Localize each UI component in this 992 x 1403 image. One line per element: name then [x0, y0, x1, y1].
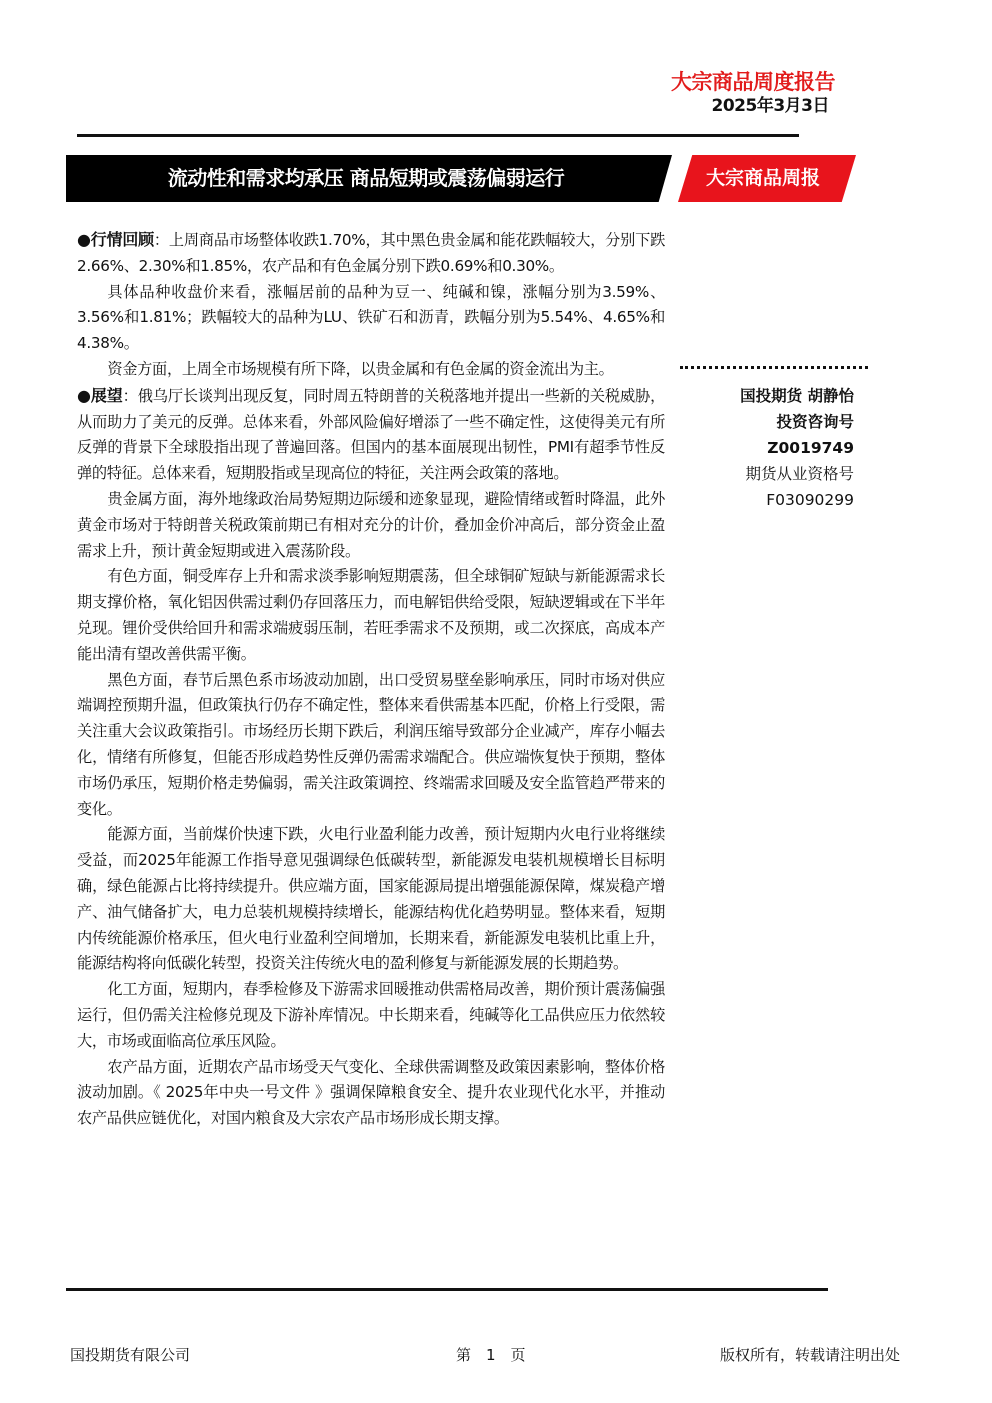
- nonferrous-paragraph: 有色方面，铜受库存上升和需求淡季影响短期震荡，但全球铜矿短缺与新能源需求长期支撑价格，氧化铝因供需过剩仍存回落压力，而电解铝供给受限，短缺逻辑或在下半年兑现。锂价受供给回升和需求端疲弱压制，若旺季需求不及预期，或二次探底，高成本产能出清有望改善供需平衡。: [77, 567, 665, 663]
- report-tag: 大宗商品周报: [705, 167, 820, 189]
- outlook-paragraph: [77, 383, 665, 487]
- review-paragraph-3: 资金方面，上周全市场规模有所下降，以贵金属和有色金属的资金流出为主。: [107, 359, 614, 378]
- review-label: ●行情回顾: [77, 230, 154, 249]
- outlook-text: ：俄乌厅长谈判出现反复，同时周五特朗普的关税落地并提出一些新的关税威胁，从而助力了美元的反弹。总体来看，外部风险偏好增添了一些不确定性，这使得美元有所反弹的背景下全球股指出现了普遍回落。但国内的基本面展现出韧性，PMI有超季节性反弹的特征。总体来看，短期股指或呈现高位的特征，关注两会政策的落地。: [77, 386, 666, 483]
- review-paragraph-2: 具体品种收盘价来看，涨幅居前的品种为豆一、纯碱和镍，涨幅分别为3.59%、3.56%和1.81%；跌幅较大的品种为LU、铁矿石和沥青，跌幅分别为5.54%、4.65%和4.38%。: [77, 282, 665, 353]
- energy-paragraph: 能源方面，当前煤价快速下跌，火电行业盈利能力改善，预计短期内火电行业将继续受益，而2025年能源工作指导意见强调绿色低碳转型，新能源发电装机规模增长目标明确，绿色能源占比将持续提升。供应端方面，国家能源局提出增强能源保障，煤炭稳产增产、油气储备扩大，电力总装机规模持续增长，能源结构优化趋势明显。整体来看，短期内传统能源价格承压，但火电行业盈利空间增加，长期来看，新能源发电装机比重上升，能源结构将向低碳化转型，投资关注传统火电的盈利修复与新能源发展的长期趋势。: [77, 825, 665, 973]
- outlook-label: ●展望: [77, 385, 123, 405]
- headline-title: 流动性和需求均承压 商品短期或震荡偏弱运行: [167, 166, 565, 190]
- bottom-divider: [66, 1288, 828, 1291]
- precious-metals-paragraph: 贵金属方面，海外地缘政治局势短期边际缓和迹象显现，避险情绪或暂时降温，此外黄金市场对于特朗普关税政策前期已有相对充分的计价，叠加金价冲高后，部分资金止盈需求上升，预计黄金短期或进入震荡阶段。: [77, 489, 665, 560]
- qualification-label: 期货从业资格号: [745, 465, 854, 483]
- consult-label: 投资咨询号: [776, 413, 854, 431]
- review-paragraph: [77, 227, 665, 280]
- agriculture-paragraph: 农产品方面，近期农产品市场受天气变化、全球供需调整及政策因素影响，整体价格波动加剧。《 2025年中央一号文件 》强调保障粮食安全、提升农业现代化水平，并推动农产品供应链优化，对国内粮食及大宗农产品市场形成长期支撑。: [77, 1057, 665, 1128]
- sidebar-dotted-divider: [680, 366, 868, 369]
- author-name: 国投期货 胡静怡: [740, 387, 854, 405]
- ferrous-paragraph: 黑色方面，春节后黑色系市场波动加剧，出口受贸易壁垒影响承压，同时市场对供应端调控预期升温，但政策执行仍存不确定性，整体来看供需基本匹配，价格上行受限，需关注重大会议政策指引。市场经历长期下跌后，利润压缩导致部分企业减产，库存小幅去化，情绪有所修复，但能否形成趋势性反弹仍需需求端配合。供应端恢复快于预期，整体市场仍承压，短期价格走势偏弱，需关注政策调控、终端需求回暖及安全监管趋严带来的变化。: [77, 670, 665, 818]
- footer-company: 国投期货有限公司: [70, 1346, 191, 1364]
- review-text: ：上周商品市场整体收跌1.70%，其中黑色贵金属和能花跌幅较大，分别下跌2.66%、2.30%和1.85%，农产品和有色金属分别下跌0.69%和0.30%。: [77, 231, 665, 275]
- consult-number: Z0019749: [767, 439, 854, 457]
- report-date: 2025年3月3日: [711, 96, 829, 116]
- footer-copyright: 版权所有，转载请注明出处: [720, 1346, 901, 1364]
- top-divider: [77, 134, 799, 137]
- chemicals-paragraph: 化工方面，短期内，春季检修及下游需求回暖推动供需格局改善，期价预计震荡偏强运行，但仍需关注检修兑现及下游补库情况。中长期来看，纯碱等化工品供应压力依然较大，市场或面临高位承压风险。: [77, 980, 665, 1050]
- author-info: [680, 383, 854, 513]
- report-title: 大宗商品周度报告: [671, 70, 835, 94]
- footer-page-number: 第 1 页: [456, 1346, 526, 1364]
- main-content: [77, 227, 665, 1132]
- qualification-number: F03090299: [766, 491, 854, 509]
